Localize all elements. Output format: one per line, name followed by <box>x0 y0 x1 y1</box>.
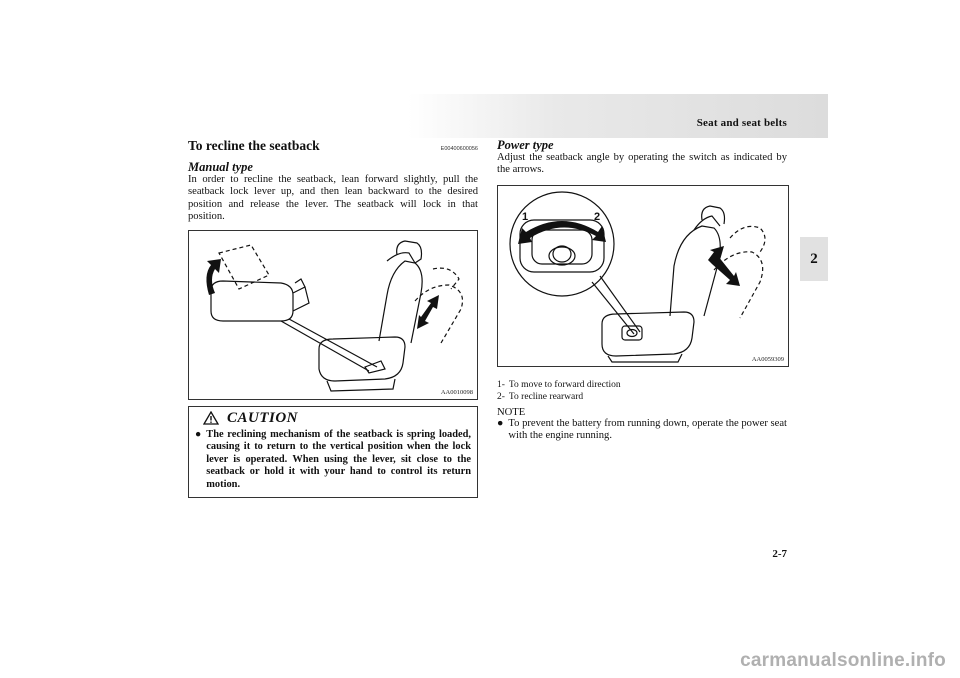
power-type-text: Adjust the seatback angle by operating the switch as indicated by the arrows. <box>497 152 787 176</box>
caution-text: The reclining mechanism of the seatback is spring loaded, causing it to return to the vertical position when the lock lever is operated. When using the lever, sit close to the seatback or hold it with your hand to control its return motion. <box>206 428 471 490</box>
manual-seat-illustration <box>189 231 477 399</box>
section-code: E00400600056 <box>440 146 478 152</box>
section-title: To recline the seatback <box>188 138 320 153</box>
caution-item <box>195 429 471 492</box>
legend-number: 2- <box>497 391 505 402</box>
note-text: To prevent the battery from running down, operate the power seat with the engine running. <box>508 417 787 442</box>
note-item <box>497 418 787 443</box>
running-header: Seat and seat belts <box>696 117 787 129</box>
note-label: NOTE <box>497 406 526 418</box>
page-number: 2-7 <box>772 548 787 560</box>
warning-triangle-icon <box>203 411 219 425</box>
bullet-icon: ● <box>497 417 504 429</box>
section-heading <box>188 138 478 154</box>
power-recline-figure <box>497 185 789 367</box>
figure-code: AA0059309 <box>751 355 784 363</box>
bullet-icon: ● <box>195 428 202 440</box>
figure-code: AA0010098 <box>440 388 473 396</box>
power-seat-illustration <box>498 186 788 366</box>
manual-recline-figure <box>188 230 478 400</box>
manual-type-text: In order to recline the seatback, lean forward slightly, pull the seatback lock lever up, and then lean backward to the desired position and release the lever. The seatback will lock in that position. <box>188 174 478 223</box>
legend-item <box>497 379 787 391</box>
chapter-tab[interactable]: 2 <box>800 237 828 281</box>
legend-text: To recline rearward <box>508 391 584 402</box>
legend-text: To move to forward direction <box>508 379 621 390</box>
figure-label-1: 1 <box>522 210 529 223</box>
caution-box <box>188 406 478 498</box>
caution-title: CAUTION <box>227 409 299 426</box>
figure-legend <box>497 379 787 403</box>
left-column <box>188 138 478 498</box>
legend-number: 1- <box>497 379 505 390</box>
figure-label-2: 2 <box>594 210 601 223</box>
footer-watermark[interactable]: carmanualsonline.info <box>740 650 946 671</box>
header-band <box>408 94 828 138</box>
legend-item <box>497 391 787 403</box>
caution-header <box>189 407 477 427</box>
manual-type-heading: Manual type <box>188 160 253 174</box>
right-column <box>497 138 787 443</box>
caution-list <box>195 429 471 492</box>
power-type-heading: Power type <box>497 138 554 152</box>
